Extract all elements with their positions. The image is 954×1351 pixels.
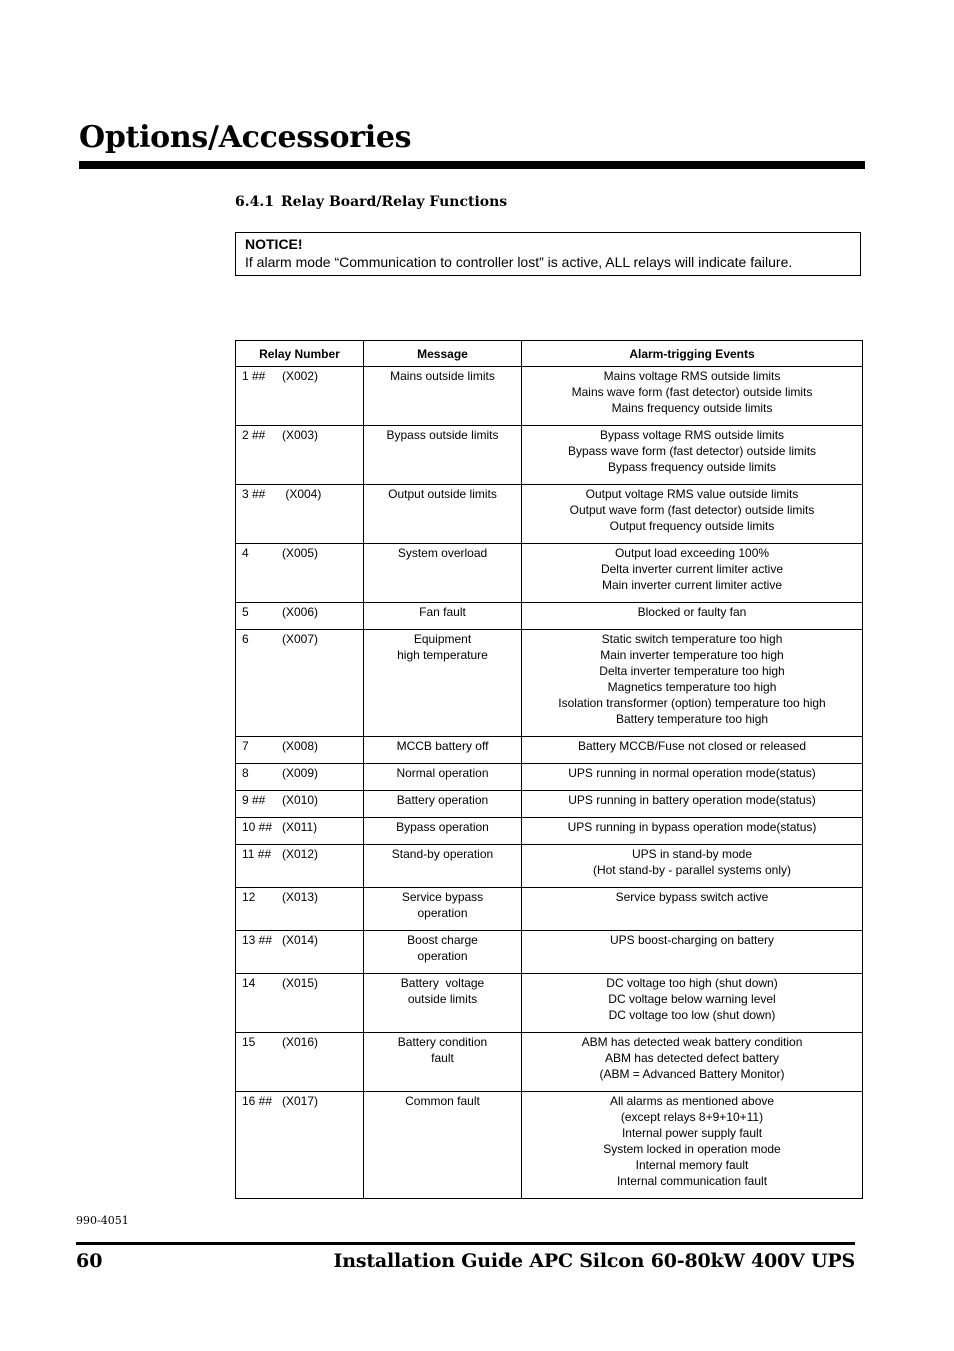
section-number: 6.4.1 — [235, 194, 274, 210]
relay-terminal-code: (X017) — [282, 1094, 319, 1108]
event-line: Output frequency outside limits — [609, 519, 775, 533]
title-rule — [79, 161, 865, 169]
message-cell — [364, 737, 522, 764]
relay-number: 12 — [242, 890, 256, 904]
message-line: outside limits — [407, 992, 478, 1006]
message-line: operation — [417, 949, 468, 963]
event-line: Output load exceeding 100% — [614, 546, 770, 560]
message-cell — [364, 888, 522, 931]
table-row — [236, 1033, 863, 1092]
message-line: operation — [417, 906, 468, 920]
document-id: 990-4051 — [76, 1214, 129, 1227]
event-line: Mains frequency outside limits — [611, 401, 773, 415]
events-cell — [522, 544, 863, 603]
event-line: All alarms as mentioned above — [609, 1094, 775, 1108]
table-row — [236, 544, 863, 603]
event-line: Magnetics temperature too high — [607, 680, 777, 694]
relay-number-cell — [236, 974, 364, 1033]
event-line: Static switch temperature too high — [601, 632, 783, 646]
event-line: Main inverter temperature too high — [600, 648, 784, 662]
relay-number-cell — [236, 603, 364, 630]
event-line: (Hot stand-by - parallel systems only) — [592, 863, 792, 877]
event-line: Internal memory fault — [635, 1158, 749, 1172]
event-line: UPS boost-charging on battery — [609, 933, 775, 947]
event-line: ABM has detected defect battery — [604, 1051, 780, 1065]
event-line: Battery temperature too high — [615, 712, 769, 726]
message-line: Equipment — [413, 632, 472, 646]
notice-text: If alarm mode “Communication to controller lost” is active, ALL relays will indicate failure. — [245, 254, 793, 270]
message-cell — [364, 630, 522, 737]
event-line: Delta inverter temperature too high — [599, 664, 785, 678]
message-line: Boost charge — [407, 933, 478, 947]
message-line: Bypass outside limits — [386, 428, 499, 442]
relay-number-cell — [236, 544, 364, 603]
relay-number: 7 — [242, 739, 249, 753]
relay-terminal-code: (X002) — [282, 369, 319, 383]
events-cell — [522, 791, 863, 818]
relay-number: 4 — [242, 546, 249, 560]
column-header-message: Message — [364, 341, 522, 367]
events-cell — [522, 603, 863, 630]
message-cell — [364, 544, 522, 603]
events-cell — [522, 1033, 863, 1092]
message-cell — [364, 818, 522, 845]
event-line: Main inverter current limiter active — [601, 578, 783, 592]
event-line: Internal power supply fault — [621, 1126, 763, 1140]
table-row — [236, 888, 863, 931]
relay-table — [235, 340, 863, 1199]
message-cell — [364, 974, 522, 1033]
event-line: DC voltage below warning level — [608, 992, 776, 1006]
message-cell — [364, 1092, 522, 1199]
relay-terminal-code: (X016) — [282, 1035, 319, 1049]
relay-number: 11 ## — [242, 847, 272, 861]
notice-title: NOTICE! — [245, 236, 303, 252]
relay-number-cell — [236, 1092, 364, 1199]
relay-terminal-code: (X010) — [282, 793, 319, 807]
relay-number-cell — [236, 485, 364, 544]
section-heading — [235, 194, 507, 210]
event-line: Bypass voltage RMS outside limits — [599, 428, 785, 442]
message-line: fault — [431, 1051, 454, 1065]
relay-terminal-code: (X011) — [282, 820, 318, 834]
relay-number-cell — [236, 845, 364, 888]
event-line: Isolation transformer (option) temperature too high — [558, 696, 826, 710]
relay-number: 1 ## — [242, 369, 266, 383]
table-row — [236, 603, 863, 630]
event-line: (ABM = Advanced Battery Monitor) — [599, 1067, 785, 1081]
footer-rule — [76, 1242, 855, 1245]
table-row — [236, 1092, 863, 1199]
message-cell — [364, 791, 522, 818]
relay-number: 10 ## — [242, 820, 273, 834]
relay-number-cell — [236, 1033, 364, 1092]
message-line: Output outside limits — [388, 487, 497, 501]
relay-number-cell — [236, 630, 364, 737]
message-cell — [364, 603, 522, 630]
event-line: Bypass wave form (fast detector) outside limits — [567, 444, 817, 458]
message-cell — [364, 1033, 522, 1092]
table-row — [236, 931, 863, 974]
message-line: Battery condition — [397, 1035, 488, 1049]
message-line: Bypass operation — [396, 820, 489, 834]
relay-number-cell — [236, 818, 364, 845]
table-row — [236, 630, 863, 737]
events-cell — [522, 485, 863, 544]
relay-number-cell — [236, 888, 364, 931]
relay-number: 8 — [242, 766, 249, 780]
event-line: Delta inverter current limiter active — [600, 562, 784, 576]
event-line: UPS running in bypass operation mode(status) — [567, 820, 817, 834]
table-row — [236, 974, 863, 1033]
table-row — [236, 426, 863, 485]
event-line: System locked in operation mode — [603, 1142, 781, 1156]
message-line: Common fault — [405, 1094, 480, 1108]
event-line: Blocked or faulty fan — [637, 605, 747, 619]
relay-number: 2 ## — [242, 428, 266, 442]
event-line: UPS running in battery operation mode(status) — [568, 793, 816, 807]
message-line: Service bypass — [401, 890, 484, 904]
event-line: Output voltage RMS value outside limits — [585, 487, 799, 501]
table-row — [236, 737, 863, 764]
table-row — [236, 791, 863, 818]
message-line: Battery voltage — [400, 976, 485, 990]
event-line: Service bypass switch active — [615, 890, 769, 904]
relay-number: 9 ## — [242, 793, 266, 807]
events-cell — [522, 845, 863, 888]
event-line: Bypass frequency outside limits — [607, 460, 777, 474]
relay-terminal-code: (X013) — [282, 890, 319, 904]
message-line: Fan fault — [419, 605, 466, 619]
message-cell — [364, 426, 522, 485]
relay-terminal-code: (X006) — [282, 605, 319, 619]
events-cell — [522, 630, 863, 737]
page-number: 60 — [76, 1250, 103, 1272]
event-line: (except relays 8+9+10+11) — [620, 1110, 764, 1124]
notice-box — [235, 232, 861, 276]
events-cell — [522, 426, 863, 485]
relay-number: 5 — [242, 605, 249, 619]
message-cell — [364, 485, 522, 544]
event-line: ABM has detected weak battery condition — [581, 1035, 803, 1049]
events-cell — [522, 974, 863, 1033]
message-cell — [364, 931, 522, 974]
column-header-relay-number: Relay Number — [236, 341, 364, 367]
message-line: MCCB battery off — [396, 739, 489, 753]
message-line: System overload — [397, 546, 488, 560]
events-cell — [522, 764, 863, 791]
event-line: Battery MCCB/Fuse not closed or released — [577, 739, 807, 753]
relay-terminal-code: (X004) — [282, 487, 322, 501]
relay-table-body — [236, 367, 863, 1199]
message-line: Battery operation — [396, 793, 489, 807]
message-cell — [364, 367, 522, 426]
event-line: UPS in stand-by mode — [631, 847, 753, 861]
events-cell — [522, 888, 863, 931]
relay-number: 6 — [242, 632, 249, 646]
relay-terminal-code: (X015) — [282, 976, 319, 990]
event-line: DC voltage too high (shut down) — [606, 976, 778, 990]
relay-terminal-code: (X009) — [282, 766, 319, 780]
relay-number: 15 — [242, 1035, 256, 1049]
message-line: Mains outside limits — [390, 369, 495, 383]
section-title: Relay Board/Relay Functions — [281, 194, 508, 210]
message-line: high temperature — [397, 648, 488, 662]
table-row — [236, 845, 863, 888]
relay-terminal-code: (X003) — [282, 428, 319, 442]
event-line: DC voltage too low (shut down) — [608, 1008, 776, 1022]
events-cell — [522, 931, 863, 974]
table-row — [236, 764, 863, 791]
relay-number-cell — [236, 737, 364, 764]
event-line: Internal communication fault — [616, 1174, 768, 1188]
relay-number-cell — [236, 931, 364, 974]
message-cell — [364, 764, 522, 791]
table-header-row — [236, 341, 863, 367]
relay-number: 16 ## — [242, 1094, 273, 1108]
relay-number-cell — [236, 426, 364, 485]
footer-title: Installation Guide APC Silcon 60-80kW 400V UPS — [333, 1250, 855, 1272]
events-cell — [522, 367, 863, 426]
event-line: UPS running in normal operation mode(status) — [568, 766, 816, 780]
message-cell — [364, 845, 522, 888]
page-title: Options/Accessories — [79, 120, 412, 155]
table-row — [236, 818, 863, 845]
events-cell — [522, 737, 863, 764]
event-line: Mains wave form (fast detector) outside limits — [571, 385, 813, 399]
events-cell — [522, 818, 863, 845]
relay-number-cell — [236, 791, 364, 818]
event-line: Output wave form (fast detector) outside limits — [569, 503, 815, 517]
relay-terminal-code: (X008) — [282, 739, 319, 753]
relay-terminal-code: (X012) — [282, 847, 319, 861]
table-row — [236, 485, 863, 544]
relay-number-cell — [236, 764, 364, 791]
relay-terminal-code: (X014) — [282, 933, 319, 947]
event-line: Mains voltage RMS outside limits — [603, 369, 781, 383]
relay-terminal-code: (X005) — [282, 546, 319, 560]
message-line: Stand-by operation — [391, 847, 494, 861]
column-header-events: Alarm-trigging Events — [522, 341, 863, 367]
relay-number: 14 — [242, 976, 256, 990]
events-cell — [522, 1092, 863, 1199]
relay-number: 13 ## — [242, 933, 273, 947]
table-row — [236, 367, 863, 426]
relay-number: 3 ## — [242, 487, 266, 501]
relay-number-cell — [236, 367, 364, 426]
message-line: Normal operation — [396, 766, 489, 780]
relay-terminal-code: (X007) — [282, 632, 319, 646]
